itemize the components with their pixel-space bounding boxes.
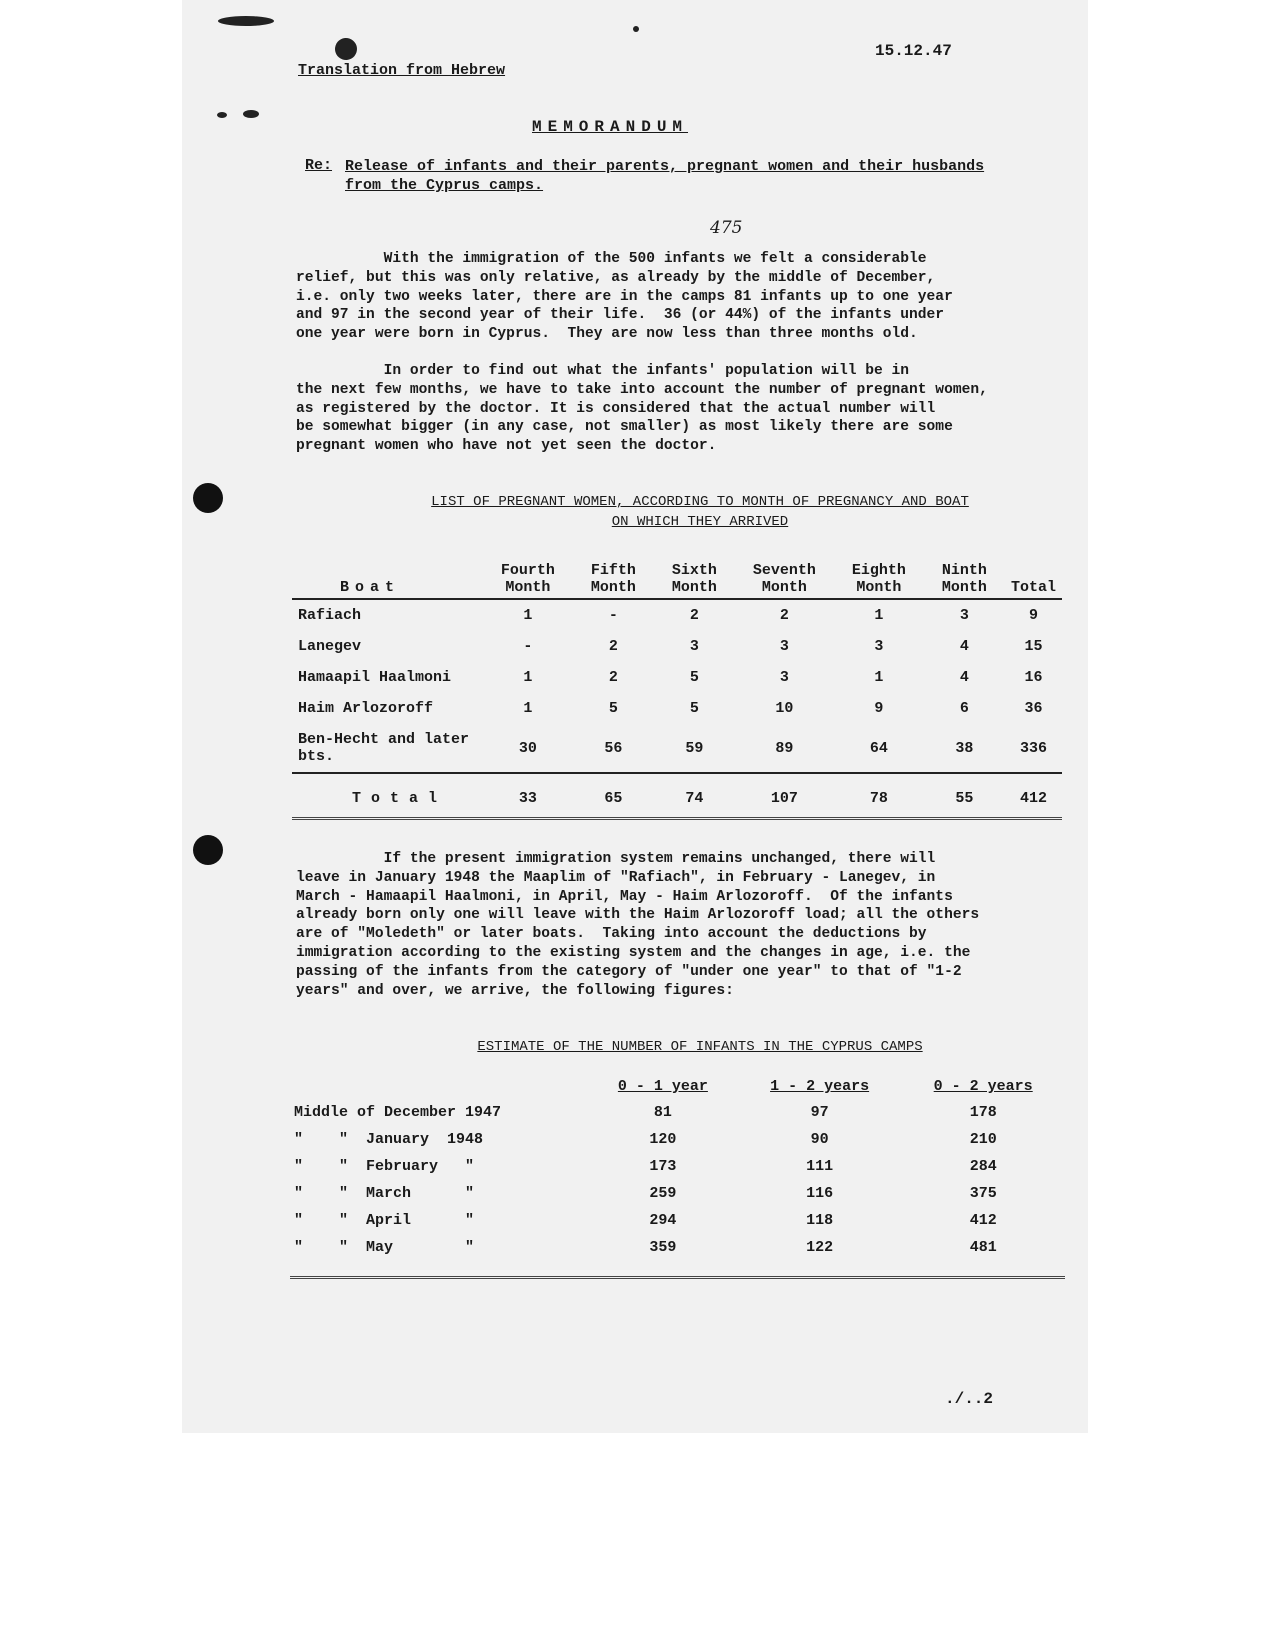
column-header-eighth: Eighth Month	[834, 560, 924, 599]
table-row	[290, 1153, 1065, 1180]
table-row	[290, 1180, 1065, 1207]
column-header-fifth: Fifth Month	[573, 560, 654, 599]
ink-blot	[243, 110, 259, 118]
table-cell: 1	[523, 669, 533, 686]
table-cell: 9	[874, 700, 884, 717]
table-cell: 122	[738, 1234, 902, 1278]
table-cell: 2	[689, 607, 699, 624]
subject-line: Release of infants and their parents, pregnant women and their husbands from the Cyprus camps.	[345, 158, 985, 194]
table-cell: 210	[969, 1131, 997, 1148]
table-row	[290, 1126, 1065, 1153]
boat-name: Lanegev	[298, 638, 362, 655]
table-cell: 55	[924, 773, 1005, 819]
table-cell: 30	[518, 739, 537, 757]
table-cell: 33	[483, 773, 573, 819]
table-cell: 78	[834, 773, 924, 819]
table-cell: 3	[779, 669, 789, 686]
table-cell: 259	[649, 1185, 677, 1202]
boat-name: Rafiach	[298, 607, 362, 624]
table-cell: 1	[523, 607, 533, 624]
table-row	[292, 662, 1062, 693]
table-cell: 107	[735, 773, 834, 819]
paragraph-immigration-system: If the present immigration system remains unchanged, there will leave in January 1948 the Maaplim of "Rafiach", in February - Lanegev, in March - Hamaapil Haalmoni, in April, May - Haim Arlozoroff. Of the infants already born only one will leave with the Haim Arlozoroff load; all the others are of "Moledeth" or later boats. Taking into account the deductions by immigration according to the existing system and the changes in age, i.e. the passing of the infants from the category of "under one year" to that of "1-2 years" and over, we arrive, the following figures:	[296, 851, 980, 999]
column-header-0-1-year: 0 - 1 year	[617, 1078, 708, 1095]
column-header-fourth: Fourth Month	[483, 560, 573, 599]
table-cell: 36	[1024, 700, 1043, 717]
column-header-0-2-years: 0 - 2 years	[933, 1078, 1033, 1095]
table-cell: -	[608, 607, 618, 624]
pregnancy-table-caption: LIST OF PREGNANT WOMEN, ACCORDING TO MONTH OF PREGNANCY AND BOAT ON WHICH THEY ARRIVED	[431, 494, 969, 530]
table-cell: -	[523, 638, 533, 655]
column-header-1-2-years: 1 - 2 years	[770, 1078, 870, 1095]
table-cell: 1	[874, 669, 884, 686]
table-cell: 1	[523, 700, 533, 717]
paragraph-immigration: With the immigration of the 500 infants we felt a considerable relief, but this was only relative, as already by the middle of December, i.e. only two weeks later, there are in the camps 81 infants up to one year and 97 in the second year of their life. 36 (or 44%) of the infants under one year were born in Cyprus. They are now less than three months old.	[296, 251, 953, 343]
table-cell: 284	[969, 1158, 997, 1175]
table-cell: 15	[1024, 638, 1043, 655]
period-label: " " February "	[294, 1158, 475, 1175]
table-row	[290, 1234, 1065, 1278]
table-cell: 4	[959, 638, 969, 655]
handwritten-correction: 475	[710, 218, 743, 238]
estimate-table	[290, 1074, 1065, 1279]
table-cell: 5	[689, 700, 699, 717]
punch-hole	[193, 483, 223, 513]
column-header-sixth: Sixth Month	[654, 560, 735, 599]
ink-blot	[218, 16, 274, 26]
table-cell: 120	[649, 1131, 677, 1148]
boat-name: Hamaapil Haalmoni	[298, 669, 452, 686]
table-cell: 97	[810, 1104, 829, 1121]
table-row	[290, 1099, 1065, 1126]
column-header-total: Total	[1005, 560, 1062, 599]
table-cell: 173	[649, 1158, 677, 1175]
column-header-ninth: Ninth Month	[924, 560, 1005, 599]
table-cell: 336	[1019, 739, 1047, 757]
translation-note: Translation from Hebrew	[298, 62, 506, 79]
period-label: " " April "	[294, 1212, 475, 1229]
punch-hole	[193, 835, 223, 865]
table-cell: 16	[1024, 669, 1043, 686]
table-cell: 10	[775, 700, 794, 717]
total-label: Total	[292, 773, 483, 819]
table-cell: 3	[874, 638, 884, 655]
document-date: 15.12.47	[875, 42, 952, 60]
period-label: " " March "	[294, 1185, 475, 1202]
table-cell: 375	[969, 1185, 997, 1202]
table-cell: 89	[775, 739, 794, 757]
table-cell: 1	[874, 607, 884, 624]
table-row	[292, 693, 1062, 724]
table-cell: 6	[959, 700, 969, 717]
table-row	[292, 724, 1062, 773]
table-cell: 3	[689, 638, 699, 655]
re-label: Re:	[305, 157, 333, 174]
table-cell: 4	[959, 669, 969, 686]
table-cell: 59	[685, 739, 704, 757]
table-cell: 118	[806, 1212, 834, 1229]
column-header-seventh: Seventh Month	[735, 560, 834, 599]
table-cell: 412	[1005, 773, 1062, 819]
table-cell: 5	[689, 669, 699, 686]
boat-name: Haim Arlozoroff	[298, 700, 434, 717]
column-header-boat: Boat	[292, 560, 483, 599]
page-continuation-marker: ./..2	[945, 1390, 994, 1408]
period-label: " " May "	[290, 1234, 588, 1278]
table-cell: 2	[608, 638, 618, 655]
table-cell: 481	[901, 1234, 1065, 1278]
table-cell: 5	[608, 700, 618, 717]
table-cell: 90	[810, 1131, 829, 1148]
estimate-table-caption: ESTIMATE OF THE NUMBER OF INFANTS IN THE CYPRUS CAMPS	[477, 1039, 923, 1055]
table-cell: 74	[654, 773, 735, 819]
pregnancy-table	[292, 560, 1062, 820]
table-cell: 2	[608, 669, 618, 686]
table-cell: 359	[588, 1234, 738, 1278]
table-row	[292, 631, 1062, 662]
table-cell: 111	[806, 1158, 834, 1175]
table-cell: 9	[1028, 607, 1038, 624]
table-cell: 294	[649, 1212, 677, 1229]
table-cell: 412	[969, 1212, 997, 1229]
table-header-row	[290, 1074, 1065, 1099]
table-header-row	[292, 560, 1062, 599]
column-header-blank	[290, 1074, 588, 1099]
boat-name: Ben-Hecht and later bts.	[298, 731, 470, 765]
table-cell: 2	[779, 607, 789, 624]
paragraph-pregnant-women: In order to find out what the infants' population will be in the next few months, we have to take into account the number of pregnant women, as registered by the doctor. It is considered that the actual number will be somewhat bigger (in any case, not smaller) as most likely there are some pregnant women who have not yet seen the doctor.	[296, 363, 988, 455]
period-label: Middle of December 1947	[294, 1104, 502, 1121]
memo-title: MEMORANDUM	[532, 118, 689, 136]
ink-dot	[633, 26, 639, 32]
table-cell: 38	[955, 739, 974, 757]
table-cell: 56	[604, 739, 623, 757]
table-row	[292, 599, 1062, 631]
total-row	[292, 773, 1062, 819]
table-cell: 3	[959, 607, 969, 624]
table-cell: 65	[573, 773, 654, 819]
table-cell: 116	[806, 1185, 834, 1202]
ink-blot	[217, 112, 227, 118]
table-row	[290, 1207, 1065, 1234]
table-cell: 64	[869, 739, 888, 757]
table-cell: 81	[653, 1104, 672, 1121]
period-label: " " January 1948	[294, 1131, 484, 1148]
table-cell: 178	[969, 1104, 997, 1121]
table-cell: 3	[779, 638, 789, 655]
